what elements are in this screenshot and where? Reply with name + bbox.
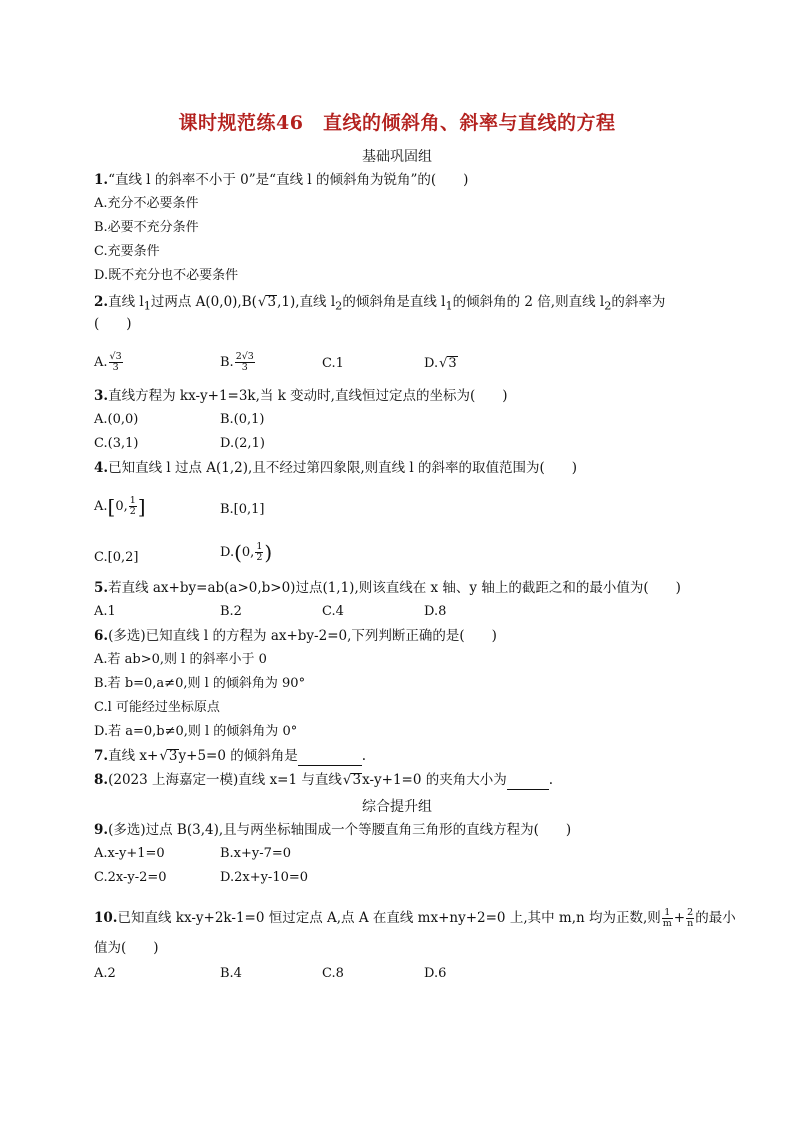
q1-option-b: B.必要不充分条件 xyxy=(94,220,199,235)
q3-option-a: A.(0,0) xyxy=(94,412,139,427)
q9-option-b: B.x+y-7=0 xyxy=(220,846,292,861)
denominator: 3 xyxy=(112,362,119,373)
question-4 xyxy=(94,458,577,478)
sqrt-symbol: √ 3 xyxy=(167,749,178,763)
question-number: 2. xyxy=(94,294,109,310)
q5-option-d: D.8 xyxy=(424,604,447,619)
question-number: 8. xyxy=(94,772,109,788)
section-heading-basic: 基础巩固组 xyxy=(362,149,432,165)
numerator: 1 xyxy=(129,495,136,506)
fraction xyxy=(686,908,694,929)
question-number: 3. xyxy=(94,388,109,404)
question-6 xyxy=(94,626,497,646)
q9-option-c: C.2x-y-2=0 xyxy=(94,870,167,885)
q3-option-d: D.(2,1) xyxy=(220,436,265,451)
numerator: 1 xyxy=(256,541,263,552)
option-label: A. xyxy=(94,355,108,370)
q4-option-a xyxy=(94,496,146,517)
fraction xyxy=(255,542,263,563)
subscript: 1 xyxy=(445,299,453,313)
numerator: 2√3 xyxy=(235,351,254,362)
option-label: B. xyxy=(220,355,234,370)
option-label: D. xyxy=(220,545,235,560)
sqrt-symbol: √ 3 xyxy=(351,773,362,787)
question-text: 过两点 A(0,0),B( xyxy=(150,294,257,310)
q1-option-d: D.既不充分也不必要条件 xyxy=(94,268,239,283)
question-3 xyxy=(94,386,508,406)
fraction xyxy=(235,352,255,373)
interval-start: 0, xyxy=(115,499,128,514)
subscript: 1 xyxy=(143,299,151,313)
question-7 xyxy=(94,746,366,766)
bracket: ( xyxy=(234,540,242,565)
denominator: 2 xyxy=(129,506,136,517)
question-number: 10. xyxy=(94,910,118,926)
question-number: 7. xyxy=(94,748,109,764)
question-text: (多选)已知直线 l 的方程为 ax+by-2=0,下列判断正确的是( ) xyxy=(108,628,497,644)
question-number: 1. xyxy=(94,172,109,188)
q4-option-b: B.[0,1] xyxy=(220,502,265,517)
denominator: n xyxy=(687,918,694,929)
denominator: 3 xyxy=(241,362,248,373)
numerator: 2 xyxy=(687,907,694,918)
q6-option-a: A.若 ab>0,则 l 的斜率小于 0 xyxy=(94,652,267,667)
answer-blank[interactable] xyxy=(298,751,362,766)
question-text: . xyxy=(548,772,554,788)
question-text: 的倾斜角是直线 l xyxy=(342,294,446,310)
q5-option-a: A.1 xyxy=(94,604,116,619)
question-10-line2: 值为( ) xyxy=(94,940,159,956)
q10-option-a: A.2 xyxy=(94,966,116,981)
question-text: 直线 l xyxy=(108,294,144,310)
question-text: 的倾斜角的 2 倍,则直线 l xyxy=(452,294,605,310)
question-text: (2023 上海嘉定一模)直线 x=1 与直线 xyxy=(108,772,342,788)
question-text: x-y+1=0 的夹角大小为 xyxy=(362,772,507,788)
section-heading-advanced: 综合提升组 xyxy=(362,799,432,815)
question-text: 已知直线 kx-y+2k-1=0 恒过定点 A,点 A 在直线 mx+ny+2=0 上,其中 m,n 均为正数,则 xyxy=(117,910,661,926)
question-text: 若直线 ax+by=ab(a>0,b>0)过点(1,1),则该直线在 x 轴、y 轴上的截距之和的最小值为( ) xyxy=(108,580,681,596)
question-text: 的最小 xyxy=(695,910,736,926)
q3-option-b: B.(0,1) xyxy=(220,412,265,427)
q4-option-c: C.[0,2] xyxy=(94,550,139,565)
fraction xyxy=(662,908,673,929)
q5-option-b: B.2 xyxy=(220,604,242,619)
q10-option-b: B.4 xyxy=(220,966,242,981)
question-10 xyxy=(94,908,736,929)
fraction xyxy=(109,352,123,373)
question-text: y+5=0 的倾斜角是 xyxy=(178,748,298,764)
bracket: ] xyxy=(137,494,146,519)
q2-option-d xyxy=(424,354,458,374)
question-text: . xyxy=(361,748,367,764)
subscript: 2 xyxy=(335,299,343,313)
q9-option-a: A.x-y+1=0 xyxy=(94,846,165,861)
question-2-paren: ( ) xyxy=(94,316,132,332)
answer-blank[interactable] xyxy=(507,775,549,790)
fraction xyxy=(129,496,137,517)
question-text: 直线 x+ xyxy=(108,748,159,764)
question-text: (多选)过点 B(3,4),且与两坐标轴围成一个等腰直角三角形的直线方程为( ) xyxy=(108,822,572,838)
sqrt-symbol: √ 3 xyxy=(266,295,277,309)
question-1 xyxy=(94,170,468,190)
question-text: 直线方程为 kx-y+1=3k,当 k 变动时,直线恒过定点的坐标为( ) xyxy=(108,388,508,404)
q2-option-b xyxy=(220,352,256,373)
q6-option-c: C.l 可能经过坐标原点 xyxy=(94,700,220,715)
q6-option-d: D.若 a=0,b≠0,则 l 的倾斜角为 0° xyxy=(94,724,298,739)
q9-option-d: D.2x+y-10=0 xyxy=(220,870,309,885)
option-label: D. xyxy=(424,356,439,371)
q4-option-d xyxy=(220,542,272,563)
question-text: ,1),直线 l xyxy=(277,294,336,310)
denominator: 2 xyxy=(256,552,263,563)
bracket: [ xyxy=(107,494,116,519)
question-text: 已知直线 l 过点 A(1,2),且不经过第四象限,则直线 l 的斜率的取值范围为( ) xyxy=(108,460,578,476)
question-8 xyxy=(94,770,553,790)
operator: + xyxy=(673,910,686,926)
numerator: √3 xyxy=(109,351,122,362)
q3-option-c: C.(3,1) xyxy=(94,436,139,451)
q2-option-a xyxy=(94,352,124,373)
q1-option-a: A.充分不必要条件 xyxy=(94,196,199,211)
bracket: ) xyxy=(264,540,273,565)
interval-start: 0, xyxy=(241,545,255,560)
q5-option-c: C.4 xyxy=(322,604,344,619)
sqrt-symbol: √ 3 xyxy=(447,356,458,370)
q1-option-c: C.充要条件 xyxy=(94,244,160,259)
page-title: 课时规范练46 直线的倾斜角、斜率与直线的方程 xyxy=(178,112,616,134)
denominator: m xyxy=(662,918,672,929)
question-number: 4. xyxy=(94,460,109,476)
question-number: 5. xyxy=(94,580,109,596)
question-number: 9. xyxy=(94,822,109,838)
q10-option-c: C.8 xyxy=(322,966,344,981)
q6-option-b: B.若 b=0,a≠0,则 l 的倾斜角为 90° xyxy=(94,676,306,691)
q10-option-d: D.6 xyxy=(424,966,447,981)
question-text: 的斜率为 xyxy=(611,294,666,310)
option-label: A. xyxy=(94,499,108,514)
subscript: 2 xyxy=(604,299,612,313)
question-9 xyxy=(94,820,571,840)
q2-option-c: C.1 xyxy=(322,356,344,371)
question-number: 6. xyxy=(94,628,109,644)
question-text: “直线 l 的斜率不小于 0”是“直线 l 的倾斜角为锐角”的( ) xyxy=(108,172,469,188)
question-2 xyxy=(94,292,665,317)
numerator: 1 xyxy=(662,908,673,919)
question-5 xyxy=(94,578,681,598)
